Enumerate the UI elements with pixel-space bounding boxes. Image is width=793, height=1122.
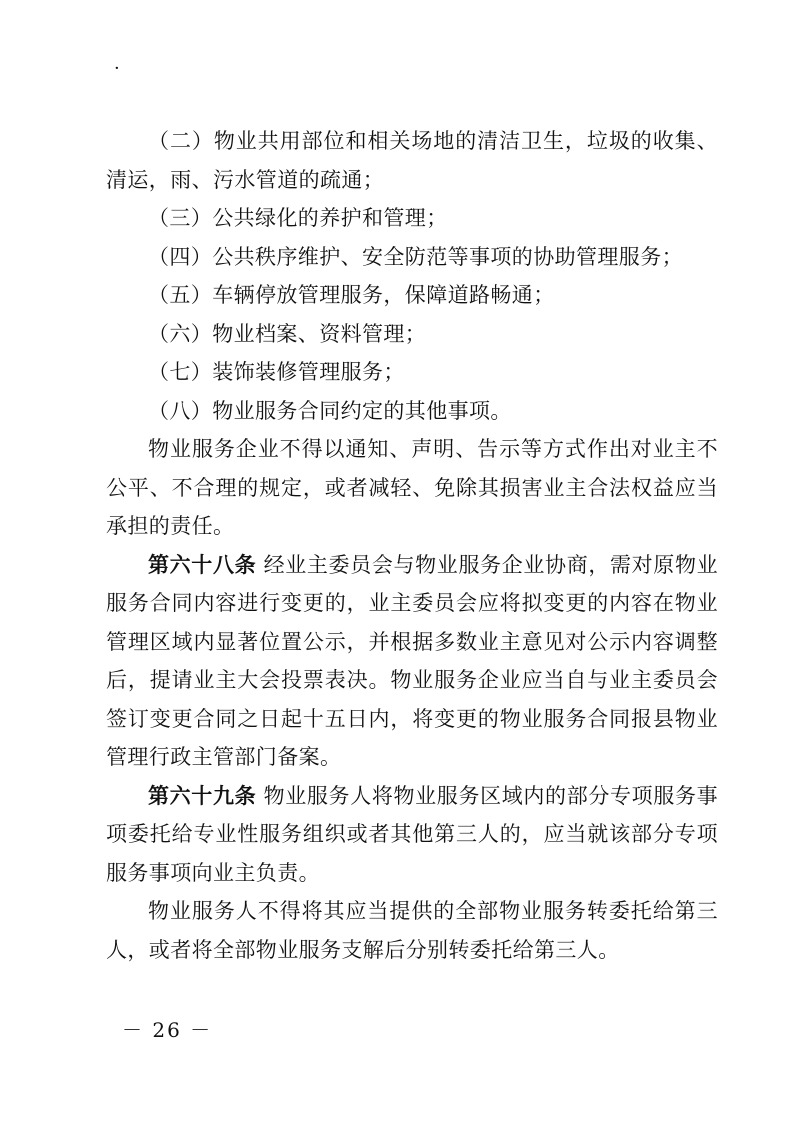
list-item-6: （六）物业档案、资料管理；: [148, 321, 427, 346]
list-item-2: （二）物业共用部位和相关场地的清洁卫生，垃圾的收集、清运，雨、污水管道的疏通；: [106, 129, 718, 192]
top-mark: ·: [114, 58, 120, 79]
restriction-paragraph: 物业服务企业不得以通知、声明、告示等方式作出对业主不公平、不合理的规定，或者减轻、免除其损害业主合法权益应当承担的责任。: [106, 437, 718, 538]
article-69-body: 物业服务人将物业服务区域内的部分专项服务事项委托给专业性服务组织或者其他第三人的，应当就该部分专项服务事项向业主负责。: [106, 783, 719, 885]
article-68: [106, 546, 718, 777]
article-69-heading: 第六十九条: [148, 782, 257, 808]
article-69: [106, 777, 718, 893]
list-item-3: （三）公共绿化的养护和管理；: [148, 206, 448, 230]
article-68-heading: 第六十八条: [148, 551, 257, 577]
list-item-4: （四）公共秩序维护、安全防范等事项的协助管理服务；: [148, 244, 683, 269]
list-item-7: （七）装饰装修管理服务；: [148, 360, 405, 384]
document-body: [106, 122, 718, 969]
article-68-body: 经业主委员会与物业服务企业协商，需对原物业服务合同内容进行变更的，业主委员会应将拟变更的内容在物业管理区域内显著位置公示，并根据多数业主意见对公示内容调整后，提请业主大会投票表决。物业服务企业应当自与业主委员会签订变更合同之日起十五日内，将变更的物业服务合同报县物业管理行政主管部门备案。: [106, 552, 719, 769]
list-item-8: （八）物业服务合同约定的其他事项。: [148, 398, 512, 423]
page-number: － 26 －: [122, 1018, 213, 1042]
final-paragraph: 物业服务人不得将其应当提供的全部物业服务转委托给第三人，或者将全部物业服务支解后分别转委托给第三人。: [106, 899, 718, 962]
list-item-5: （五）车辆停放管理服务，保障道路畅通；: [148, 283, 555, 307]
